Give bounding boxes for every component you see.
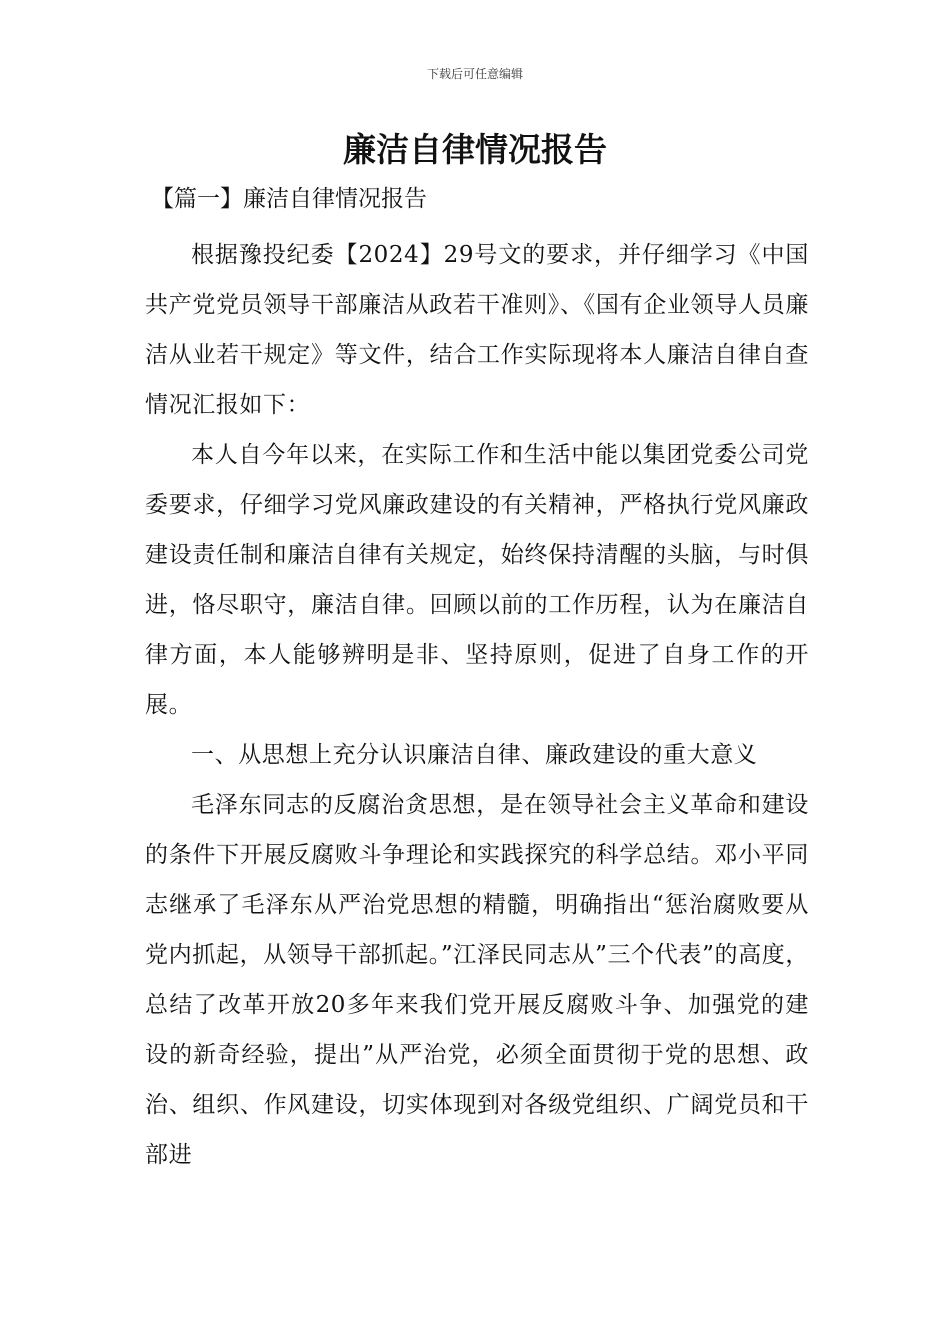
- paragraph: 根据豫投纪委【2024】29号文的要求，并仔细学习《中国共产党党员领导干部廉洁从政若干准则》、《国有企业领导人员廉洁从业若干规定》等文件，结合工作实际现将本人廉洁自律自查情况汇报如下：: [145, 242, 809, 418]
- paragraph: 本人自今年以来，在实际工作和生活中能以集团党委公司党委要求，仔细学习党风廉政建设的有关精神，严格执行党风廉政建设责任制和廉洁自律有关规定，始终保持清醒的头脑，与时俱进，恪尽职守，廉洁自律。回顾以前的工作历程，认为在廉洁自律方面，本人能够辨明是非、坚持原则，促进了自身工作的开展。: [145, 442, 809, 718]
- paragraph: 一、从思想上充分认识廉洁自律、廉政建设的重大意义: [191, 742, 758, 768]
- document-body: [145, 178, 809, 1180]
- document-title: 廉洁自律情况报告: [343, 130, 607, 169]
- section-heading: 【篇一】廉洁自律情况报告: [151, 186, 427, 212]
- paragraph: 毛泽东同志的反腐治贪思想，是在领导社会主义革命和建设的条件下开展反腐败斗争理论和实践探究的科学总结。邓小平同志继承了毛泽东从严治党思想的精髓，明确指出“惩治腐败要从党内抓起，从领导干部抓起。”江泽民同志从”三个代表”的高度，总结了改革开放20多年来我们党开展反腐败斗争、加强党的建设的新奇经验，提出”从严治党，必须全面贯彻于党的思想、政治、组织、作风建设，切实体现到对各级党组织、广阔党员和干部进: [145, 792, 809, 1168]
- header-note: 下载后可任意编辑: [426, 67, 523, 81]
